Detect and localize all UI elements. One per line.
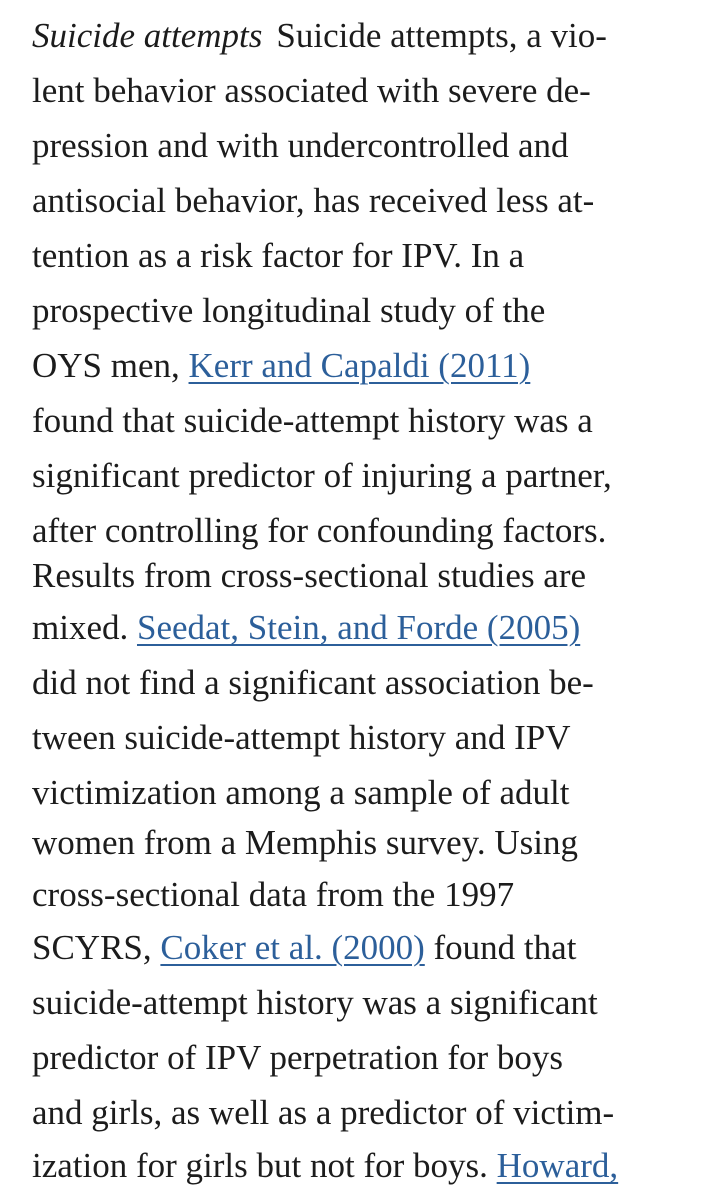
section-heading: Suicide attempts — [32, 16, 263, 55]
text-line — [32, 1085, 614, 1141]
line-text: predictor of IPV perpetration for boys — [32, 1038, 564, 1077]
line-text: Suicide attempts, a vio- — [276, 16, 607, 55]
line-text: SCYRS, — [32, 928, 161, 967]
text-line — [32, 448, 612, 504]
line-text: pression and with undercontrolled and — [32, 126, 569, 165]
line-text: women from a Memphis survey. Using — [32, 823, 578, 862]
line-text: after controlling for confounding factors. — [32, 511, 607, 550]
text-line — [32, 920, 576, 976]
citation-link-seedat[interactable]: Seedat, Stein, and Forde (2005) — [136, 608, 581, 647]
text-line — [32, 548, 586, 604]
text-line — [32, 1030, 563, 1086]
text-line — [32, 338, 530, 394]
line-text: and girls, as well as a predictor of victim- — [32, 1093, 615, 1132]
line-text: lent behavior associated with severe de- — [32, 71, 591, 110]
line-text: OYS men, — [32, 346, 189, 385]
text-line — [32, 975, 598, 1031]
line-text: found that — [424, 928, 577, 967]
text-line — [32, 173, 594, 229]
line-text: found that suicide-attempt history was a — [32, 401, 593, 440]
line-text: Results from cross-sectional studies are — [32, 556, 587, 595]
line-text: suicide-attempt history was a significant — [32, 983, 598, 1022]
citation-link-kerr-capaldi[interactable]: Kerr and Capaldi (2011) — [188, 346, 531, 385]
line-text: tween suicide-attempt history and IPV — [32, 718, 571, 757]
line-text: did not find a significant association be- — [32, 663, 594, 702]
line-text: antisocial behavior, has received less at- — [32, 181, 595, 220]
text-line — [32, 393, 593, 449]
text-line — [32, 765, 570, 821]
text-line — [32, 118, 569, 174]
text-line — [32, 867, 514, 923]
citation-link-howard[interactable]: Howard, — [496, 1146, 619, 1185]
text-line — [32, 63, 591, 119]
line-text: cross-sectional data from the 1997 — [32, 875, 515, 914]
text-line — [32, 600, 580, 656]
text-line — [32, 228, 524, 284]
text-line — [32, 8, 607, 64]
line-text: significant predictor of injuring a partner, — [32, 456, 612, 495]
text-line — [32, 710, 570, 766]
text-line — [32, 1138, 618, 1194]
text-line — [32, 655, 594, 711]
line-text: mixed. — [32, 608, 137, 647]
line-text: victimization among a sample of adult — [32, 773, 570, 812]
text-line — [32, 283, 545, 339]
line-text: tention as a risk factor for IPV. In a — [32, 236, 525, 275]
citation-link-coker[interactable]: Coker et al. (2000) — [160, 928, 425, 967]
text-line — [32, 815, 578, 871]
line-text: prospective longitudinal study of the — [32, 291, 546, 330]
line-text: ization for girls but not for boys. — [32, 1146, 497, 1185]
